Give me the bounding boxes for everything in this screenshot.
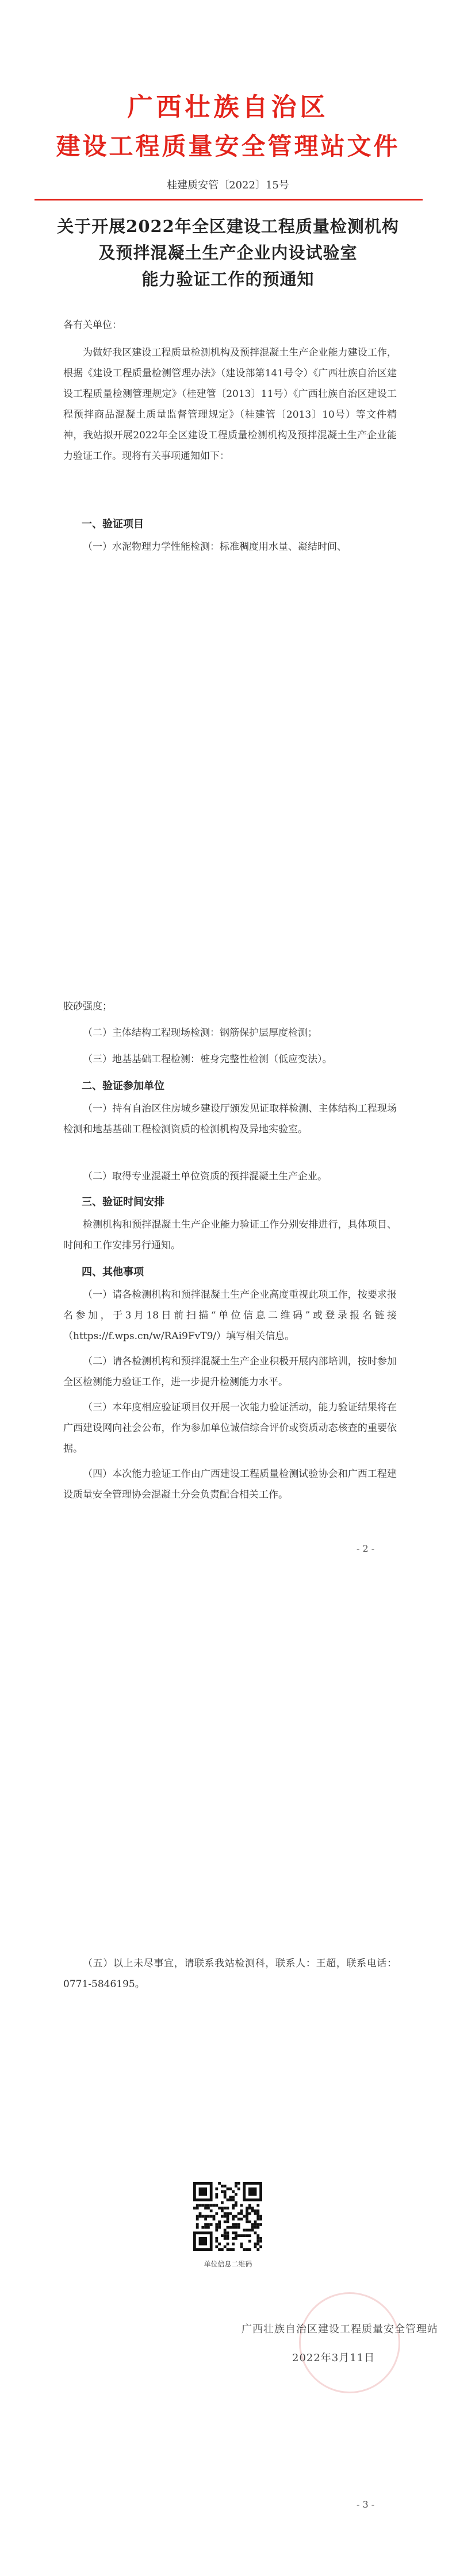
section-3-title: 三、验证时间安排 <box>82 1196 164 1208</box>
section-4-item-1: （一）请各检测机构和预拌混凝土生产企业高度重视此项工作，按要求报名参加，于3月18日前扫描“单位信息二维码”或登录报名链接（https://f.wps.cn/w/RAi9FvT9/）填写相关信息。 <box>63 1289 397 1342</box>
section-2-item-2: （二）取得专业混凝土单位资质的预拌混凝土生产企业。 <box>83 1171 327 1182</box>
section-2-title: 二、验证参加单位 <box>82 1080 164 1092</box>
page-number-2: - 3 - <box>357 2499 375 2510</box>
section-1-item-2: （二）主体结构工程现场检测：钢筋保护层厚度检测； <box>83 1027 317 1039</box>
section-4-item-3: （三）本年度相应验证项目仅开展一次能力验证活动，能力验证结果将在广西建设网向社会公布，作为参加单位诚信综合评价或资质动态核查的重要依据。 <box>63 1402 397 1455</box>
section-1-item-3: （三）地基基础工程检测：桩身完整性检测（低应变法）。 <box>83 1054 332 1065</box>
section-3-text: 检测机构和预拌混凝土生产企业能力验证工作分别安排进行，具体项目、时间和工作安排另行通知。 <box>63 1219 397 1251</box>
section-4-item-2: （二）请各检测机构和预拌混凝土生产企业积极开展内部培训，按时参加全区检测能力验证工作，进一步提升检测能力水平。 <box>63 1356 397 1388</box>
signature-organization: 广西壮族自治区建设工程质量安全管理站 <box>242 2323 438 2335</box>
section-1-item-1: （一）水泥物理力学性能检测：标准稠度用水量、凝结时间、 <box>83 541 347 553</box>
qr-code-icon[interactable] <box>193 2182 262 2251</box>
document-number: 桂建质安管〔2022〕15号 <box>167 179 289 191</box>
qr-caption: 单位信息二维码 <box>204 2260 252 2268</box>
section-4-title: 四、其他事项 <box>82 1266 144 1278</box>
section-4-item-4: （四）本次能力验证工作由广西建设工程质量检测试验协会和广西工程建设质量安全管理协会混凝土分会负责配合相关工作。 <box>63 1468 397 1501</box>
doc-title-line2: 及预拌混凝土生产企业内设试验室 <box>98 243 358 263</box>
org-name-line2: 建设工程质量安全管理站文件 <box>56 132 400 160</box>
official-seal <box>299 2292 400 2393</box>
section-1-item-1-continued: 胶砂强度； <box>63 1001 112 1012</box>
doc-title-line1: 关于开展2022年全区建设工程质量检测机构 <box>57 217 399 236</box>
salutation: 各有关单位： <box>63 319 122 331</box>
doc-title-line3: 能力验证工作的预通知 <box>141 269 315 289</box>
section-2-item-1: （一）持有自治区住房城乡建设厅颁发见证取样检测、主体结构工程现场检测和地基基础工程检测资质的检测机构及异地实验室。 <box>63 1103 397 1135</box>
org-name-line1: 广西壮族自治区 <box>127 92 329 122</box>
red-divider-line <box>35 199 423 200</box>
page-number-1: - 2 - <box>357 1543 375 1554</box>
intro-paragraph: 为做好我区建设工程质量检测机构及预拌混凝土生产企业能力建设工作，根据《建设工程质量检测管理办法》（建设部第141号令）《广西壮族自治区建设工程质量检测管理规定》（桂建管〔2013〕11号）《广西壮族自治区建设工程预拌商品混凝土质量监督管理规定》（桂建管〔2013〕10号）等文件精神，我站拟开展2022年全区建设工程质量检测机构及预拌混凝土生产企业能力验证工作。现将有关事项通知如下： <box>63 347 397 462</box>
section-1-title: 一、验证项目 <box>82 518 144 530</box>
signature-date: 2022年3月11日 <box>292 2352 375 2364</box>
section-4-item-5: （五）以上未尽事宜，请联系我站检测科，联系人：王超，联系电话：0771-5846195。 <box>63 1958 397 1990</box>
